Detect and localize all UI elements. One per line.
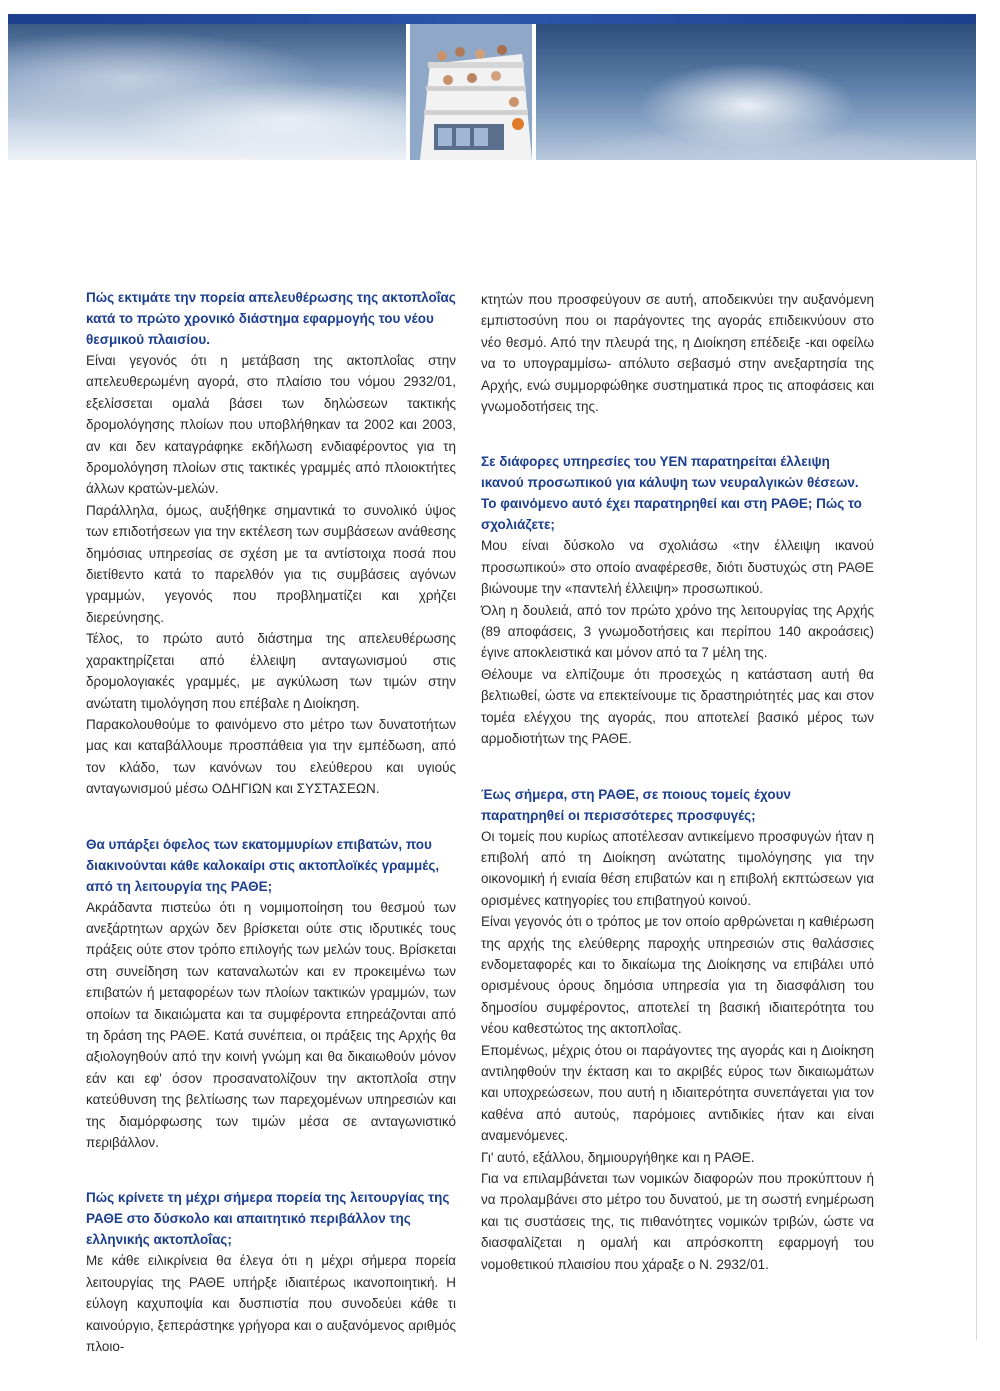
answer-paragraph: Με κάθε ειλικρίνεια θα έλεγα ότι η μέχρι σήμερα πορεία λειτουργίας της ΡΑΘΕ υπήρξε ιδιαιτέρως ικανοποιητική. Η εύλογη καχυποψία και δυσπιστία που συνοδεύει κάθε τι καινούργιο, ξεπεράστηκε γρήγορα και ο αυξανόμενος αριθμός πλοιο- [86,1253,456,1355]
qa-block [481,784,874,1276]
page-edge-line [976,160,977,1340]
header-banner [8,14,976,160]
answer-paragraph: Παρακολουθούμε το φαινόμενο στο μέτρο των δυνατοτήτων μας και καταβάλλουμε προσπάθεια για την εμπέδωση, από τον κλάδο, των κανόνων του ελεύθερου και υγιούς ανταγωνισμού μέσω ΟΔΗΓΙΩΝ και ΣΥΣΤΑΣΕΩΝ. [86,716,456,797]
answer-paragraph: Θέλουμε να ελπίζουμε ότι προσεχώς η κατάσταση αυτή θα βελτιωθεί, ώστε να επεκτείνουμε τις δραστηριότητές μας και στον τομέα ελέγχου της αγοράς, που αποτελεί βασικό μέρος των αρμοδιοτήτων της ΡΑΘΕ. [481,666,874,747]
ferry-deck-image [410,24,532,160]
question-heading: Πώς εκτιμάτε την πορεία απελευθέρωσης της ακτοπλοΐας κατά το πρώτο χρονικό διάστημα εφαρμογής του νέου θεσμικού πλαισίου. [86,290,456,347]
qa-block [86,1187,456,1357]
question-heading: Σε διάφορες υπηρεσίες του ΥΕΝ παρατηρείται έλλειψη ικανού προσωπικού για κάλυψη των νευραλγικών θέσεων. Το φαινόμενο αυτό έχει παρατηρηθεί και στη ΡΑΘΕ; Πώς το σχολιάζετε; [481,454,862,533]
answer-paragraph: Γι' αυτό, εξάλλου, δημιουργήθηκε και η ΡΑΘΕ. [481,1149,755,1165]
banner-blue-bar [8,14,976,24]
column-left [86,287,456,1391]
answer-paragraph: Για να επιλαμβάνεται των νομικών διαφορών που προκύπτουν ή να προλαμβάνει στο μέτρο του δυνατού, με τη σωστή ενημέρωση και τις συστάσεις της, τις πιθανότητες νομικών τριβών, ώστε να διασφαλίζεται η ομαλή και απρόσκοπτη εφαρμογή του νομοθετικού πλαισίου που χάραξε ο Ν. 2932/01. [481,1171,874,1272]
sea-spray-image [8,24,406,160]
ferry-illustration [410,24,532,160]
answer-paragraph: Είναι γεγονός ότι ο τρόπος με τον οποίο αρθρώνεται η καθιέρωση της αρχής της ελεύθερης παροχής υπηρεσιών στις θαλάσσιες ενδομεταφορές και το δικαίωμα της Διοίκησης να επιβάλει υπό ορισμένους όρους δημόσια υπηρεσία για τη διασφάλιση του δημοσίου συμφέροντος, αποτελεί τη βασική ιδιαιτερότητα του νέου καθεστώτος της ακτοπλοΐας. [481,914,874,1037]
answer-paragraph: Επομένως, μέχρις ότου οι παράγοντες της αγοράς και η Διοίκηση αντιληφθούν την έκταση και το ακριβές εύρος των δικαιωμάτων και υποχρεώσεων, που αυτή η ιδιαιτερότητα συνεπάγεται για τον καθένα από αυτούς, παρόμοιες αντιδικίες ήταν και είναι αναμενόμενες. [481,1042,874,1144]
question-heading: Έως σήμερα, στη ΡΑΘΕ, σε ποιους τομείς έχουν παρατηρηθεί οι περισσότερες προσφυγές; [481,786,791,823]
column-right [481,289,874,1309]
answer-paragraph: Παράλληλα, όμως, αυξήθηκε σημαντικά το συνολικό ύψος των επιδοτήσεων για την εκτέλεση των συμβάσεων ανάθεσης δημόσιας υπηρεσίας σε σχέση με τα αντίστοιχα ποσά που διετίθεντο κατά το παρελθόν για τις συμβάσεις αγόνων γραμμών, γεγονός που προβληματίζει και χρήζει διερεύνησης. [86,502,456,625]
answer-paragraph: Μου είναι δύσκολο να σχολιάσω «την έλλειψη ικανού προσωπικού» στο οποίο αναφέρεσθε, διότι δυστυχώς στη ΡΑΘΕ βιώνουμε την «παντελή έλλειψη» προσωπικού. [481,538,874,597]
wave-image [536,24,976,160]
qa-block [86,834,456,1154]
qa-block [481,289,874,417]
answer-paragraph: Οι τομείς που κυρίως αποτέλεσαν αντικείμενο προσφυγών ήταν η επιβολή από τη Διοίκηση ανώτατης τιμολόγησης για την οικονομική ή ενιαία θέση επιβατών και η επιβολή εκπτώσεων για ορισμένες κατηγορίες του επιβατηγού κοινού. [481,828,874,908]
qa-block [86,287,456,800]
answer-paragraph: Είναι γεγονός ότι η μετάβαση της ακτοπλοΐας στην απελευθερωμένη αγορά, στο πλαίσιο του νόμου 2932/01, εξελίσσεται ομαλά βάσει των δηλώσεων τακτικής δρομολόγησης πλοίων που υποβλήθηκαν τα 2002 και 2003, αν και δεν καταγράφηκε εκδήλωση ενδιαφέροντος για τη δρομολόγηση πλοίων στις τακτικές γραμμές από πλοιοκτήτες άλλων κρατών-μελών. [86,353,456,497]
qa-block [481,451,874,749]
answer-paragraph: Τέλος, το πρώτο αυτό διάστημα της απελευθέρωσης χαρακτηρίζεται από έλλειψη ανταγωνισμού στις δρομολογιακές γραμμές, με αγκύλωση των τιμών στην ανώτατη τιμολόγηση που επέβαλε η Διοίκηση. [86,631,456,711]
answer-paragraph: Όλη η δουλειά, από τον πρώτο χρόνο της λειτουργίας της Αρχής (89 αποφάσεις, 3 γνωμοδοτήσεις και περίπου 140 ακροάσεις) έγινε αποκλειστικά και μόνον από τα 7 μέλη της. [481,602,874,661]
answer-paragraph: κτητών που προσφεύγουν σε αυτή, αποδεικνύει την αυξανόμενη εμπιστοσύνη που οι παράγοντες της αγοράς επιδεικνύουν στο νέο θεσμό. Από την πλευρά της, η Διοίκηση επέδειξε -και οφείλω να το υπογραμμίσω- απόλυτο σεβασμό στην ανεξαρτησία της Αρχής, ενώ συμμορφώθηκε συστηματικά προς τις αποφάσεις και γνωμοδοτήσεις της. [481,292,874,415]
answer-paragraph: Ακράδαντα πιστεύω ότι η νομιμοποίηση του θεσμού των ανεξάρτητων αρχών δεν βρίσκεται ούτε στις ιδρυτικές τους πράξεις ούτε στον τρόπο επιλογής των μελών τους. Βρίσκεται στη συνείδηση των καταναλωτών και εν προκειμένω των επιβατών ή μεταφορέων των πλοίων τακτικών γραμμών, των οποίων τα δικαιώματα και τα συμφέροντα επηρεάζονται από τη δράση της ΡΑΘΕ. Κατά συνέπεια, οι πράξεις της Αρχής θα αξιολογηθούν από την κοινή γνώμη και θα δικαιωθούν μόνον εάν και εφ' όσον προσανατολίζουν την ακτοπλοΐα στην κατεύθυνση της βελτίωσης των παρεχομένων υπηρεσιών και της διαμόρφωσης των τιμών μέσα σε ανταγωνιστικό περιβάλλον. [86,899,456,1150]
question-heading: Θα υπάρξει όφελος των εκατομμυρίων επιβατών, που διακινούνται κάθε καλοκαίρι στις ακτοπλοϊκές γραμμές, από τη λειτουργία της ΡΑΘΕ; [86,836,440,894]
question-heading: Πώς κρίνετε τη μέχρι σήμερα πορεία της λειτουργίας της ΡΑΘΕ στο δύσκολο και απαιτητικό περιβάλλον της ελληνικής ακτοπλοΐας; [86,1190,450,1248]
